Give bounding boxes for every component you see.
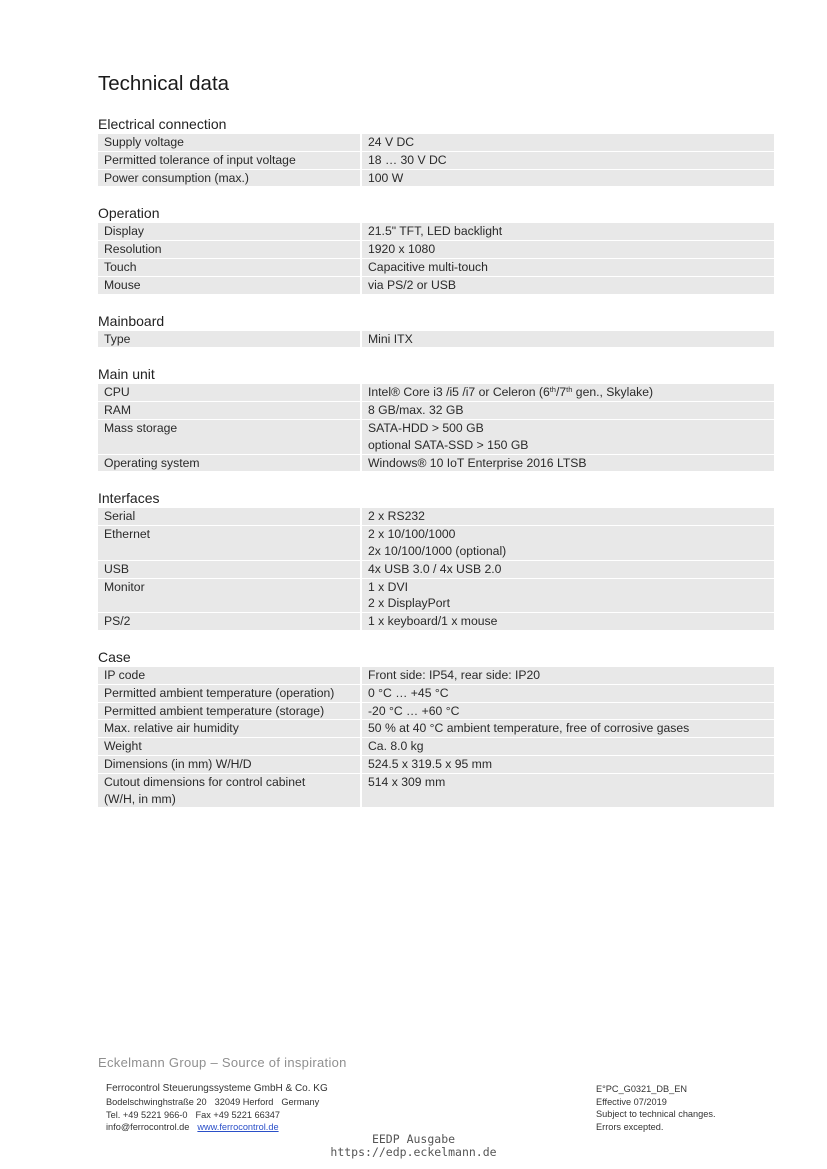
row-value-line: 21.5" TFT, LED backlight [368, 224, 503, 239]
row-label-line: Resolution [104, 242, 162, 257]
table-row [98, 241, 774, 258]
row-value-line: optional SATA-SSD > 150 GB [368, 437, 529, 452]
superscript-text: th [566, 385, 573, 395]
row-value [362, 455, 774, 472]
watermark-line-2: https://edp.eckelmann.de [330, 1145, 497, 1159]
text-fragment: /7 [555, 385, 567, 400]
footer-tagline: Eckelmann Group – Source of inspiration [98, 1055, 347, 1070]
table-row [98, 703, 774, 720]
company-email: info@ferrocontrol.de [106, 1122, 190, 1133]
company-postcode-city: 32049 Herford [214, 1097, 274, 1107]
row-value [362, 774, 774, 808]
table-row [98, 561, 774, 578]
row-value-line: 100 W [368, 170, 404, 185]
company-tel: Tel. +49 5221 966-0 [106, 1109, 188, 1120]
row-label-line: Permitted tolerance of input voltage [104, 152, 296, 167]
table-row [98, 774, 774, 808]
row-value [362, 241, 774, 258]
row-value-line: 50 % at 40 °C ambient temperature, free of corrosive gases [368, 721, 690, 736]
table-row [98, 756, 774, 773]
row-label-line: Touch [104, 259, 137, 274]
row-label [98, 685, 360, 702]
row-label [98, 402, 360, 419]
table-row [98, 259, 774, 276]
row-label [98, 455, 360, 472]
section-heading: Operation [98, 205, 160, 222]
row-value-line: Capacitive multi-touch [368, 259, 488, 274]
company-country: Germany [281, 1097, 320, 1107]
row-label-line: USB [104, 561, 130, 576]
row-value-line: Ca. 8.0 kg [368, 739, 424, 754]
row-label-line: Power consumption (max.) [104, 170, 249, 185]
row-label-line: Serial [104, 509, 136, 524]
document-effective-date: Effective 07/2019 [596, 1096, 667, 1107]
row-value-line: 2x 10/100/1000 (optional) [368, 543, 507, 558]
row-value [362, 277, 774, 294]
row-label [98, 508, 360, 525]
row-value [362, 561, 774, 578]
row-value-line: via PS/2 or USB [368, 277, 457, 292]
company-website-link[interactable]: www.ferrocontrol.de [197, 1122, 279, 1133]
table-row [98, 384, 774, 401]
table-row [98, 277, 774, 294]
section [98, 648, 774, 807]
row-value-line: 524.5 x 319.5 x 95 mm [368, 756, 492, 771]
row-label-line: Monitor [104, 579, 145, 594]
section-heading: Mainboard [98, 312, 165, 329]
row-label [98, 241, 360, 258]
row-label-line: Cutout dimensions for control cabinet [104, 774, 306, 789]
row-value-line: -20 °C … +60 °C [368, 703, 460, 718]
section-heading: Electrical connection [98, 116, 227, 132]
table-row [98, 526, 774, 560]
row-label-line: Operating system [104, 455, 200, 470]
row-label [98, 579, 360, 613]
row-label [98, 170, 360, 187]
row-value [362, 703, 774, 720]
technical-data-sections [98, 115, 774, 825]
company-name: Ferrocontrol Steuerungssysteme GmbH & Co. KG [106, 1083, 328, 1094]
row-label [98, 756, 360, 773]
row-label [98, 667, 360, 684]
table-row [98, 738, 774, 755]
document-id: E°PC_G0321_DB_EN [596, 1084, 688, 1094]
table-row [98, 613, 774, 630]
company-contact [106, 1121, 328, 1134]
row-label-line: Ethernet [104, 527, 151, 542]
row-value-line: 1 x keyboard/1 x mouse [368, 614, 498, 629]
row-value [362, 720, 774, 737]
row-label [98, 738, 360, 755]
row-value [362, 526, 774, 560]
section-heading: Main unit [98, 366, 155, 383]
company-fax: Fax +49 5221 66347 [195, 1109, 281, 1120]
section-heading: Interfaces [98, 490, 160, 507]
row-label [98, 774, 360, 808]
row-label-line: Mouse [104, 277, 141, 292]
table-row [98, 420, 774, 454]
table-row [98, 331, 774, 348]
row-label [98, 526, 360, 560]
section [98, 312, 774, 348]
row-value [362, 738, 774, 755]
section [98, 115, 774, 186]
row-label [98, 384, 360, 401]
row-value [362, 508, 774, 525]
row-value-line: 2 x DisplayPort [368, 596, 450, 611]
row-value-line: 4x USB 3.0 / 4x USB 2.0 [368, 561, 502, 576]
row-label [98, 277, 360, 294]
row-value [362, 579, 774, 613]
row-label [98, 613, 360, 630]
section [98, 489, 774, 630]
row-label-line: Type [104, 331, 131, 346]
row-label-line: (W/H, in mm) [104, 791, 176, 806]
table-row [98, 223, 774, 240]
row-value [362, 384, 774, 401]
document-info [596, 1083, 716, 1133]
text-fragment: Intel® Core i3 /i5 /i7 or Celeron (6 [368, 385, 550, 400]
row-value [362, 223, 774, 240]
table-row [98, 402, 774, 419]
row-value-line: Mini ITX [368, 331, 413, 346]
row-value-line: 2 x RS232 [368, 509, 425, 524]
row-value-line: SATA-HDD > 500 GB [368, 420, 484, 435]
company-phone [106, 1109, 328, 1122]
row-label [98, 720, 360, 737]
row-value-line: 18 … 30 V DC [368, 152, 447, 167]
row-label-line: Supply voltage [104, 135, 184, 149]
table-row [98, 720, 774, 737]
watermark-line-1: EEDP Ausgabe [371, 1132, 456, 1146]
table-row [98, 685, 774, 702]
row-value [362, 331, 774, 348]
row-value-line: 2 x 10/100/1000 [368, 527, 456, 542]
row-label-line: Dimensions (in mm) W/H/D [104, 756, 252, 771]
row-label [98, 703, 360, 720]
row-value-line: 514 x 309 mm [368, 774, 446, 789]
superscript-text: th [549, 385, 556, 395]
row-value [362, 152, 774, 169]
row-label-line: Max. relative air humidity [104, 721, 239, 736]
watermark [0, 1133, 827, 1159]
footer-company-block [106, 1082, 328, 1134]
text-fragment: gen., Skylake) [572, 385, 654, 400]
row-label [98, 331, 360, 348]
section-heading: Case [98, 648, 131, 665]
company-street: Bodelschwinghstraße 20 [106, 1097, 207, 1107]
row-label-line: Mass storage [104, 420, 178, 435]
table-row [98, 170, 774, 187]
row-label [98, 134, 360, 151]
row-value [362, 170, 774, 187]
row-value-line: Windows® 10 IoT Enterprise 2016 LTSB [368, 455, 587, 470]
section [98, 204, 774, 293]
row-label-line: Display [104, 224, 144, 239]
page-title: Technical data [98, 72, 230, 95]
row-value-line: 1 x DVI [368, 579, 408, 594]
row-value-line: 0 °C … +45 °C [368, 685, 449, 700]
row-value-line [368, 384, 774, 401]
document-subject-note: Subject to technical changes. [596, 1109, 716, 1120]
row-label-line: CPU [104, 385, 130, 400]
row-label [98, 223, 360, 240]
row-value [362, 756, 774, 773]
table-row [98, 152, 774, 169]
row-value [362, 402, 774, 419]
row-label-line: IP code [104, 667, 146, 682]
row-value [362, 685, 774, 702]
row-value-line: Front side: IP54, rear side: IP20 [368, 667, 541, 682]
table-row [98, 455, 774, 472]
row-value-line: 24 V DC [368, 135, 415, 149]
row-label [98, 259, 360, 276]
table-row [98, 579, 774, 613]
row-value [362, 667, 774, 684]
table-row [98, 134, 774, 151]
row-label-line: Weight [104, 739, 142, 754]
row-value-line: 1920 x 1080 [368, 242, 436, 257]
row-label-line: RAM [104, 403, 132, 418]
row-label [98, 561, 360, 578]
document-errors-note: Errors excepted. [596, 1121, 664, 1132]
row-value [362, 134, 774, 151]
row-label-line: Permitted ambient temperature (storage) [104, 703, 325, 718]
section [98, 365, 774, 471]
row-label-line: Permitted ambient temperature (operation) [104, 685, 335, 700]
row-label-line: PS/2 [104, 614, 131, 629]
company-address [106, 1096, 328, 1109]
row-value [362, 613, 774, 630]
row-label [98, 152, 360, 169]
table-row [98, 508, 774, 525]
table-row [98, 667, 774, 684]
row-value-line: 8 GB/max. 32 GB [368, 403, 464, 418]
row-value [362, 420, 774, 454]
row-value [362, 259, 774, 276]
row-label [98, 420, 360, 454]
